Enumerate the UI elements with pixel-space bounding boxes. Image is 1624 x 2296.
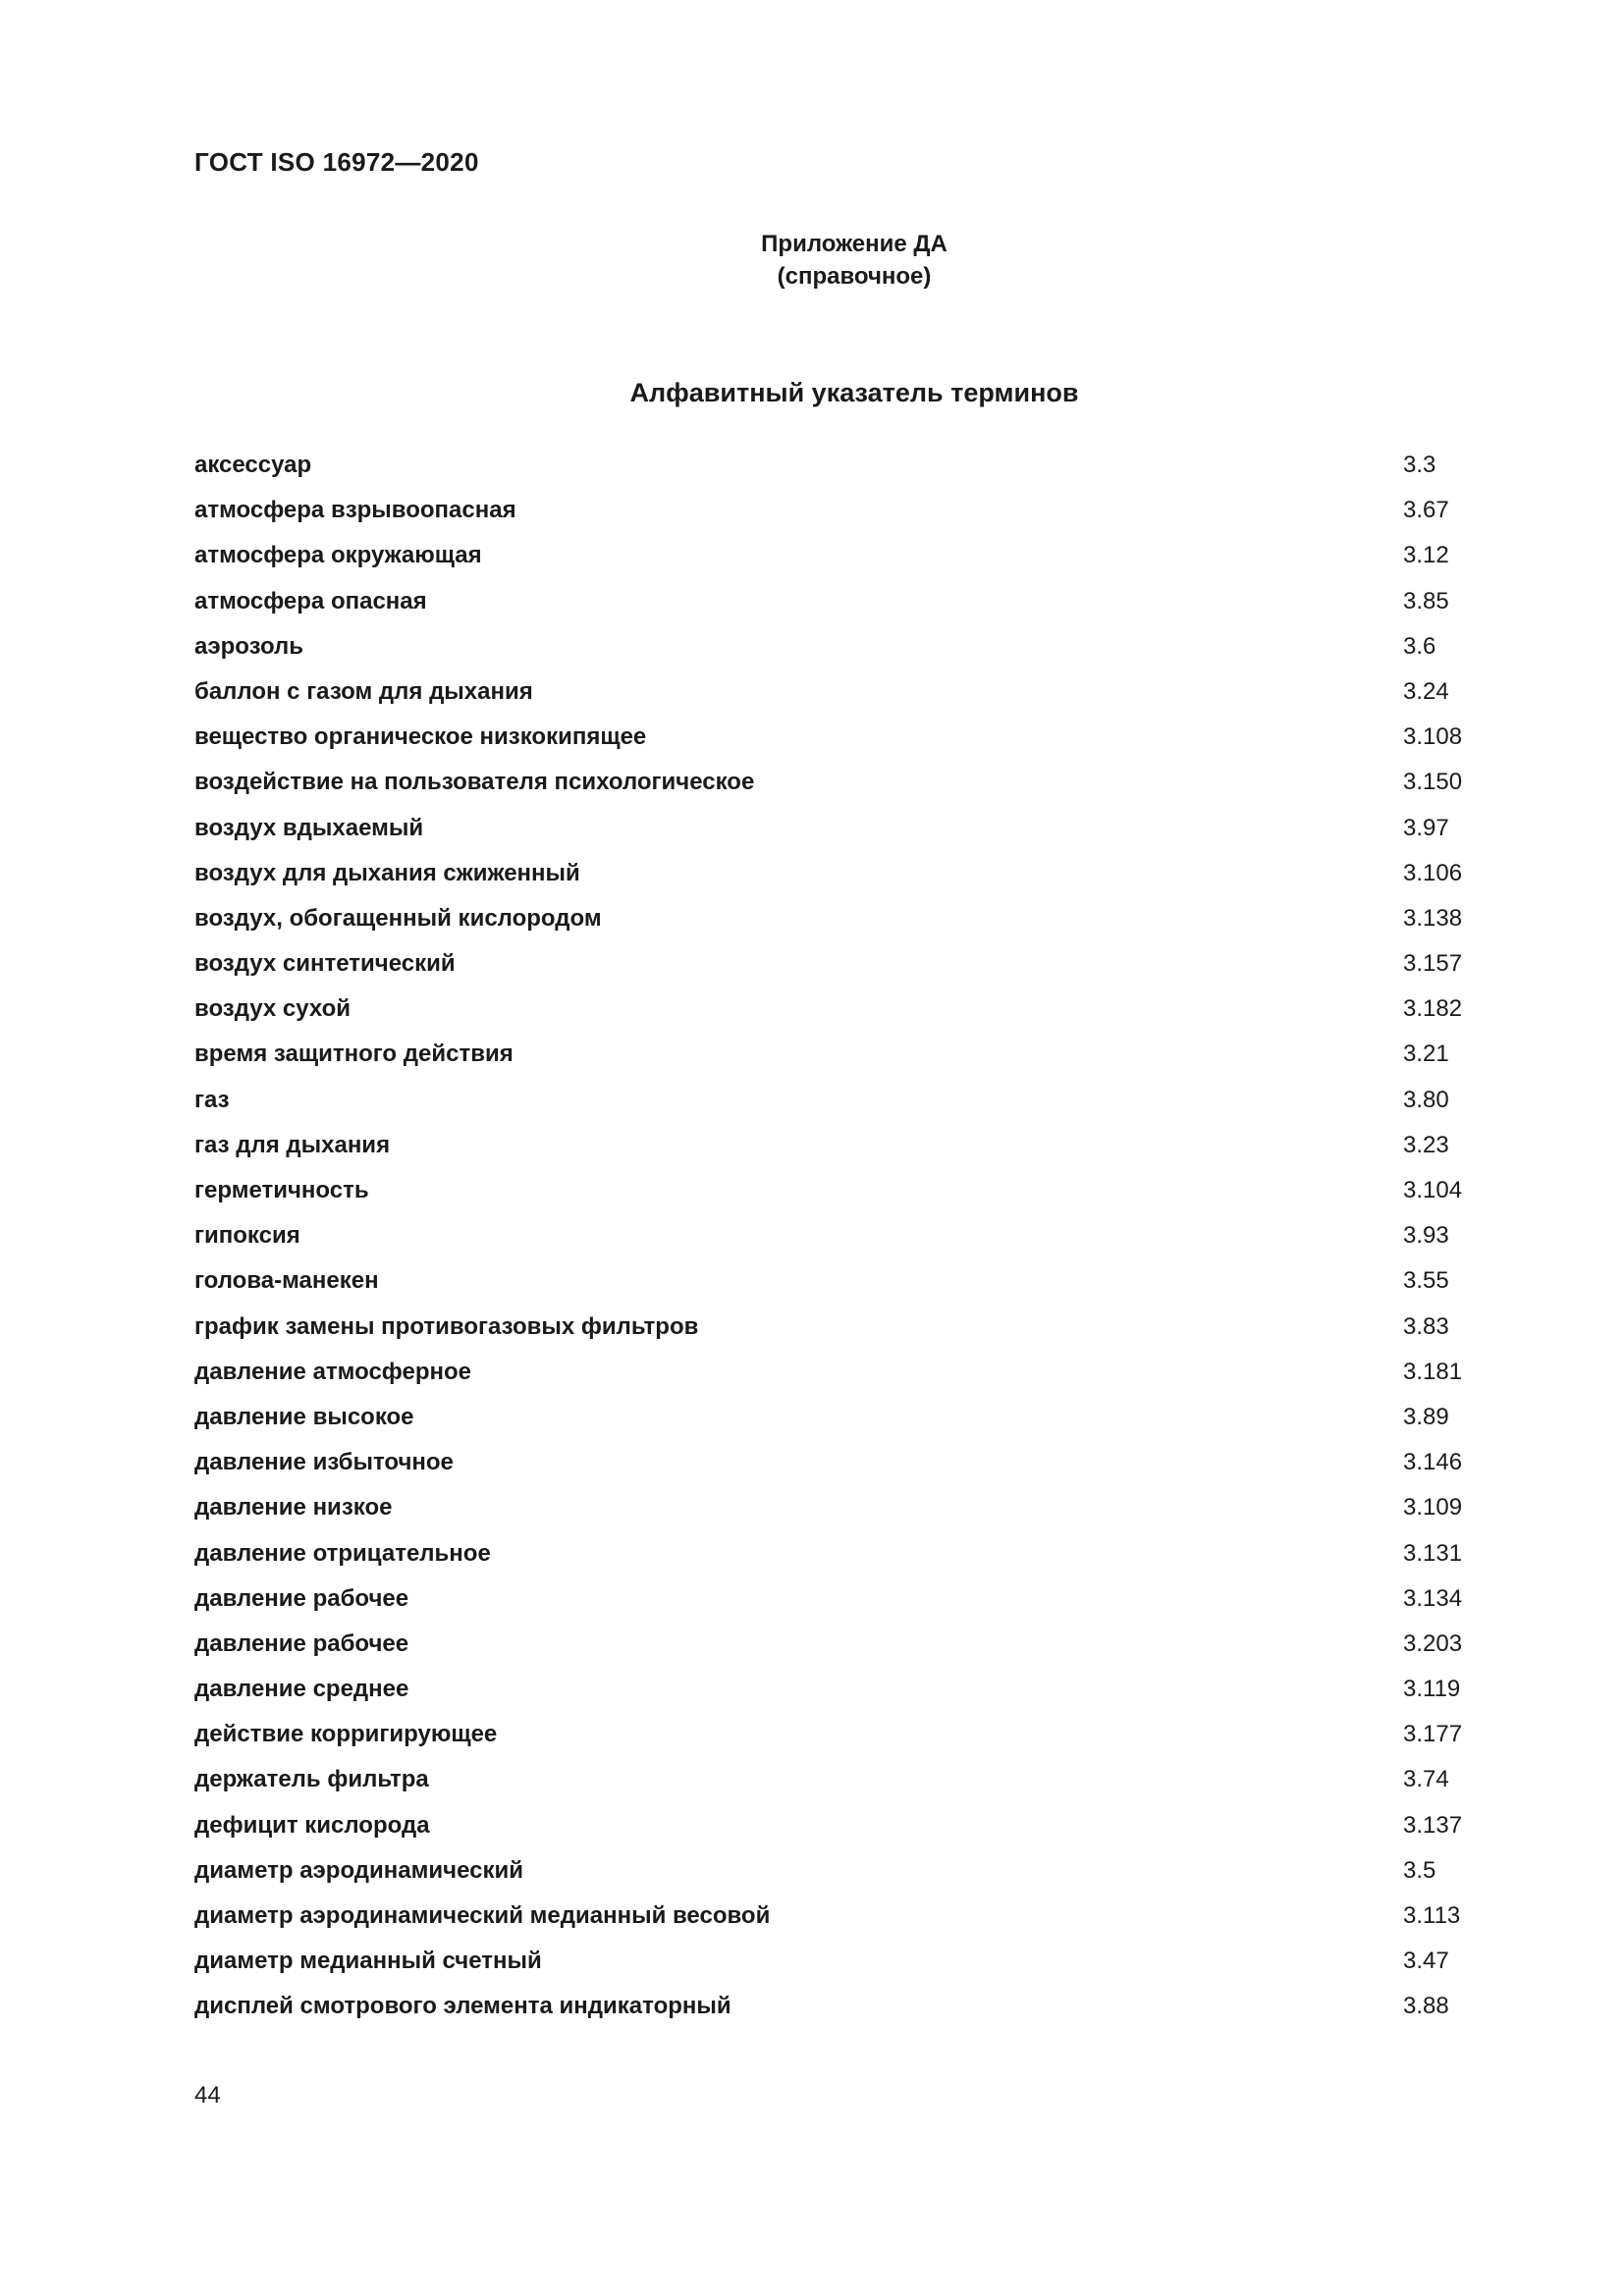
term-row	[194, 627, 1471, 672]
term-row	[194, 491, 1471, 536]
term-reference: 3.6	[1403, 632, 1436, 660]
term-reference: 3.113	[1403, 1902, 1461, 1929]
term-reference: 3.24	[1403, 677, 1449, 705]
term-reference: 3.181	[1403, 1358, 1463, 1385]
annex-title: Приложение ДА	[761, 231, 947, 257]
term-reference: 3.108	[1403, 723, 1463, 751]
term-row	[194, 536, 1471, 581]
term-reference: 3.85	[1403, 587, 1449, 614]
term-reference: 3.131	[1403, 1539, 1463, 1567]
term-name: воздух, обогащенный кислородом	[194, 904, 602, 932]
term-name: диаметр аэродинамический медианный весовой	[194, 1902, 771, 1929]
term-name: атмосфера окружающая	[194, 542, 482, 569]
term-name: давление избыточное	[194, 1449, 454, 1476]
page-number: 44	[194, 2082, 221, 2109]
term-name: время защитного действия	[194, 1041, 514, 1068]
term-row	[194, 1534, 1471, 1579]
term-name: дисплей смотрового элемента индикаторный	[194, 1993, 731, 2020]
term-name: газ	[194, 1086, 230, 1113]
term-name: график замены противогазовых фильтров	[194, 1312, 699, 1340]
term-row	[194, 1488, 1471, 1533]
term-name: воздух сухой	[194, 995, 352, 1023]
term-name: аэрозоль	[194, 632, 303, 660]
term-row	[194, 1942, 1471, 1987]
term-name: вещество органическое низкокипящее	[194, 723, 647, 751]
term-reference: 3.138	[1403, 904, 1463, 932]
term-reference: 3.104	[1403, 1177, 1463, 1203]
term-name: давление среднее	[194, 1676, 409, 1703]
term-row	[194, 944, 1471, 989]
term-row	[194, 989, 1471, 1035]
term-row	[194, 1261, 1471, 1307]
term-name: голова-манекен	[194, 1267, 379, 1295]
term-reference: 3.109	[1403, 1494, 1463, 1522]
term-row	[194, 1896, 1471, 1942]
term-name: гипоксия	[194, 1222, 300, 1250]
term-row	[194, 582, 1471, 627]
term-row	[194, 1806, 1471, 1851]
term-row	[194, 763, 1471, 808]
term-reference: 3.97	[1403, 814, 1449, 841]
term-name: давление отрицательное	[194, 1539, 491, 1567]
term-reference: 3.5	[1403, 1856, 1436, 1884]
index-title: Алфавитный указатель терминов	[629, 378, 1079, 407]
term-row	[194, 1353, 1471, 1398]
term-name: воздух вдыхаемый	[194, 814, 424, 841]
term-row	[194, 809, 1471, 854]
term-reference: 3.55	[1403, 1267, 1449, 1295]
term-row	[194, 1715, 1471, 1760]
term-reference: 3.146	[1403, 1449, 1463, 1476]
term-name: аксессуар	[194, 452, 312, 478]
term-row	[194, 899, 1471, 944]
term-row	[194, 1216, 1471, 1261]
term-row	[194, 1171, 1471, 1216]
term-row	[194, 1035, 1471, 1080]
term-index-list	[194, 446, 1471, 2033]
term-name: баллон с газом для дыхания	[194, 677, 533, 705]
term-row	[194, 1760, 1471, 1805]
term-name: давление рабочее	[194, 1629, 409, 1657]
term-reference: 3.88	[1403, 1993, 1449, 2020]
document-code: ГОСТ ISO 16972—2020	[194, 147, 479, 177]
term-name: атмосфера взрывоопасная	[194, 497, 516, 524]
term-reference: 3.157	[1403, 950, 1463, 978]
term-reference: 3.182	[1403, 995, 1463, 1023]
term-reference: 3.23	[1403, 1131, 1449, 1158]
term-reference: 3.137	[1403, 1811, 1463, 1839]
term-reference: 3.80	[1403, 1086, 1449, 1113]
term-row	[194, 718, 1471, 763]
term-row	[194, 1443, 1471, 1488]
term-name: атмосфера опасная	[194, 587, 427, 614]
term-row	[194, 1398, 1471, 1443]
term-row	[194, 1579, 1471, 1625]
term-reference: 3.74	[1403, 1766, 1449, 1793]
term-name: герметичность	[194, 1177, 369, 1203]
annex-heading	[0, 228, 1624, 293]
term-name: диаметр аэродинамический	[194, 1856, 523, 1884]
term-row	[194, 1081, 1471, 1126]
term-row	[194, 1308, 1471, 1353]
term-name: диаметр медианный счетный	[194, 1948, 542, 1975]
term-row	[194, 672, 1471, 718]
term-reference: 3.67	[1403, 497, 1449, 524]
term-name: давление атмосферное	[194, 1358, 471, 1385]
term-row	[194, 1625, 1471, 1670]
term-reference: 3.106	[1403, 859, 1463, 886]
term-reference: 3.177	[1403, 1721, 1463, 1748]
term-row	[194, 1851, 1471, 1896]
term-row	[194, 1126, 1471, 1171]
term-name: воздух для дыхания сжиженный	[194, 859, 580, 886]
term-row	[194, 1670, 1471, 1715]
term-name: дефицит кислорода	[194, 1811, 430, 1839]
term-reference: 3.134	[1403, 1584, 1463, 1612]
term-reference: 3.119	[1403, 1676, 1461, 1703]
term-reference: 3.83	[1403, 1312, 1449, 1340]
term-name: держатель фильтра	[194, 1766, 429, 1793]
term-reference: 3.93	[1403, 1222, 1449, 1250]
term-reference: 3.12	[1403, 542, 1449, 569]
term-name: воздух синтетический	[194, 950, 456, 978]
term-reference: 3.89	[1403, 1403, 1449, 1430]
term-name: действие корригирующее	[194, 1721, 498, 1748]
annex-subtitle: (справочное)	[777, 263, 932, 290]
term-row	[194, 1987, 1471, 2032]
term-name: давление рабочее	[194, 1584, 409, 1612]
term-reference: 3.203	[1403, 1629, 1463, 1657]
term-row	[194, 854, 1471, 899]
term-name: воздействие на пользователя психологическое	[194, 769, 755, 796]
term-name: газ для дыхания	[194, 1131, 391, 1158]
term-reference: 3.47	[1403, 1948, 1449, 1975]
term-name: давление высокое	[194, 1403, 414, 1430]
term-name: давление низкое	[194, 1494, 393, 1522]
term-reference: 3.3	[1403, 452, 1436, 478]
term-row	[194, 446, 1471, 491]
term-reference: 3.150	[1403, 769, 1463, 796]
term-reference: 3.21	[1403, 1041, 1449, 1068]
